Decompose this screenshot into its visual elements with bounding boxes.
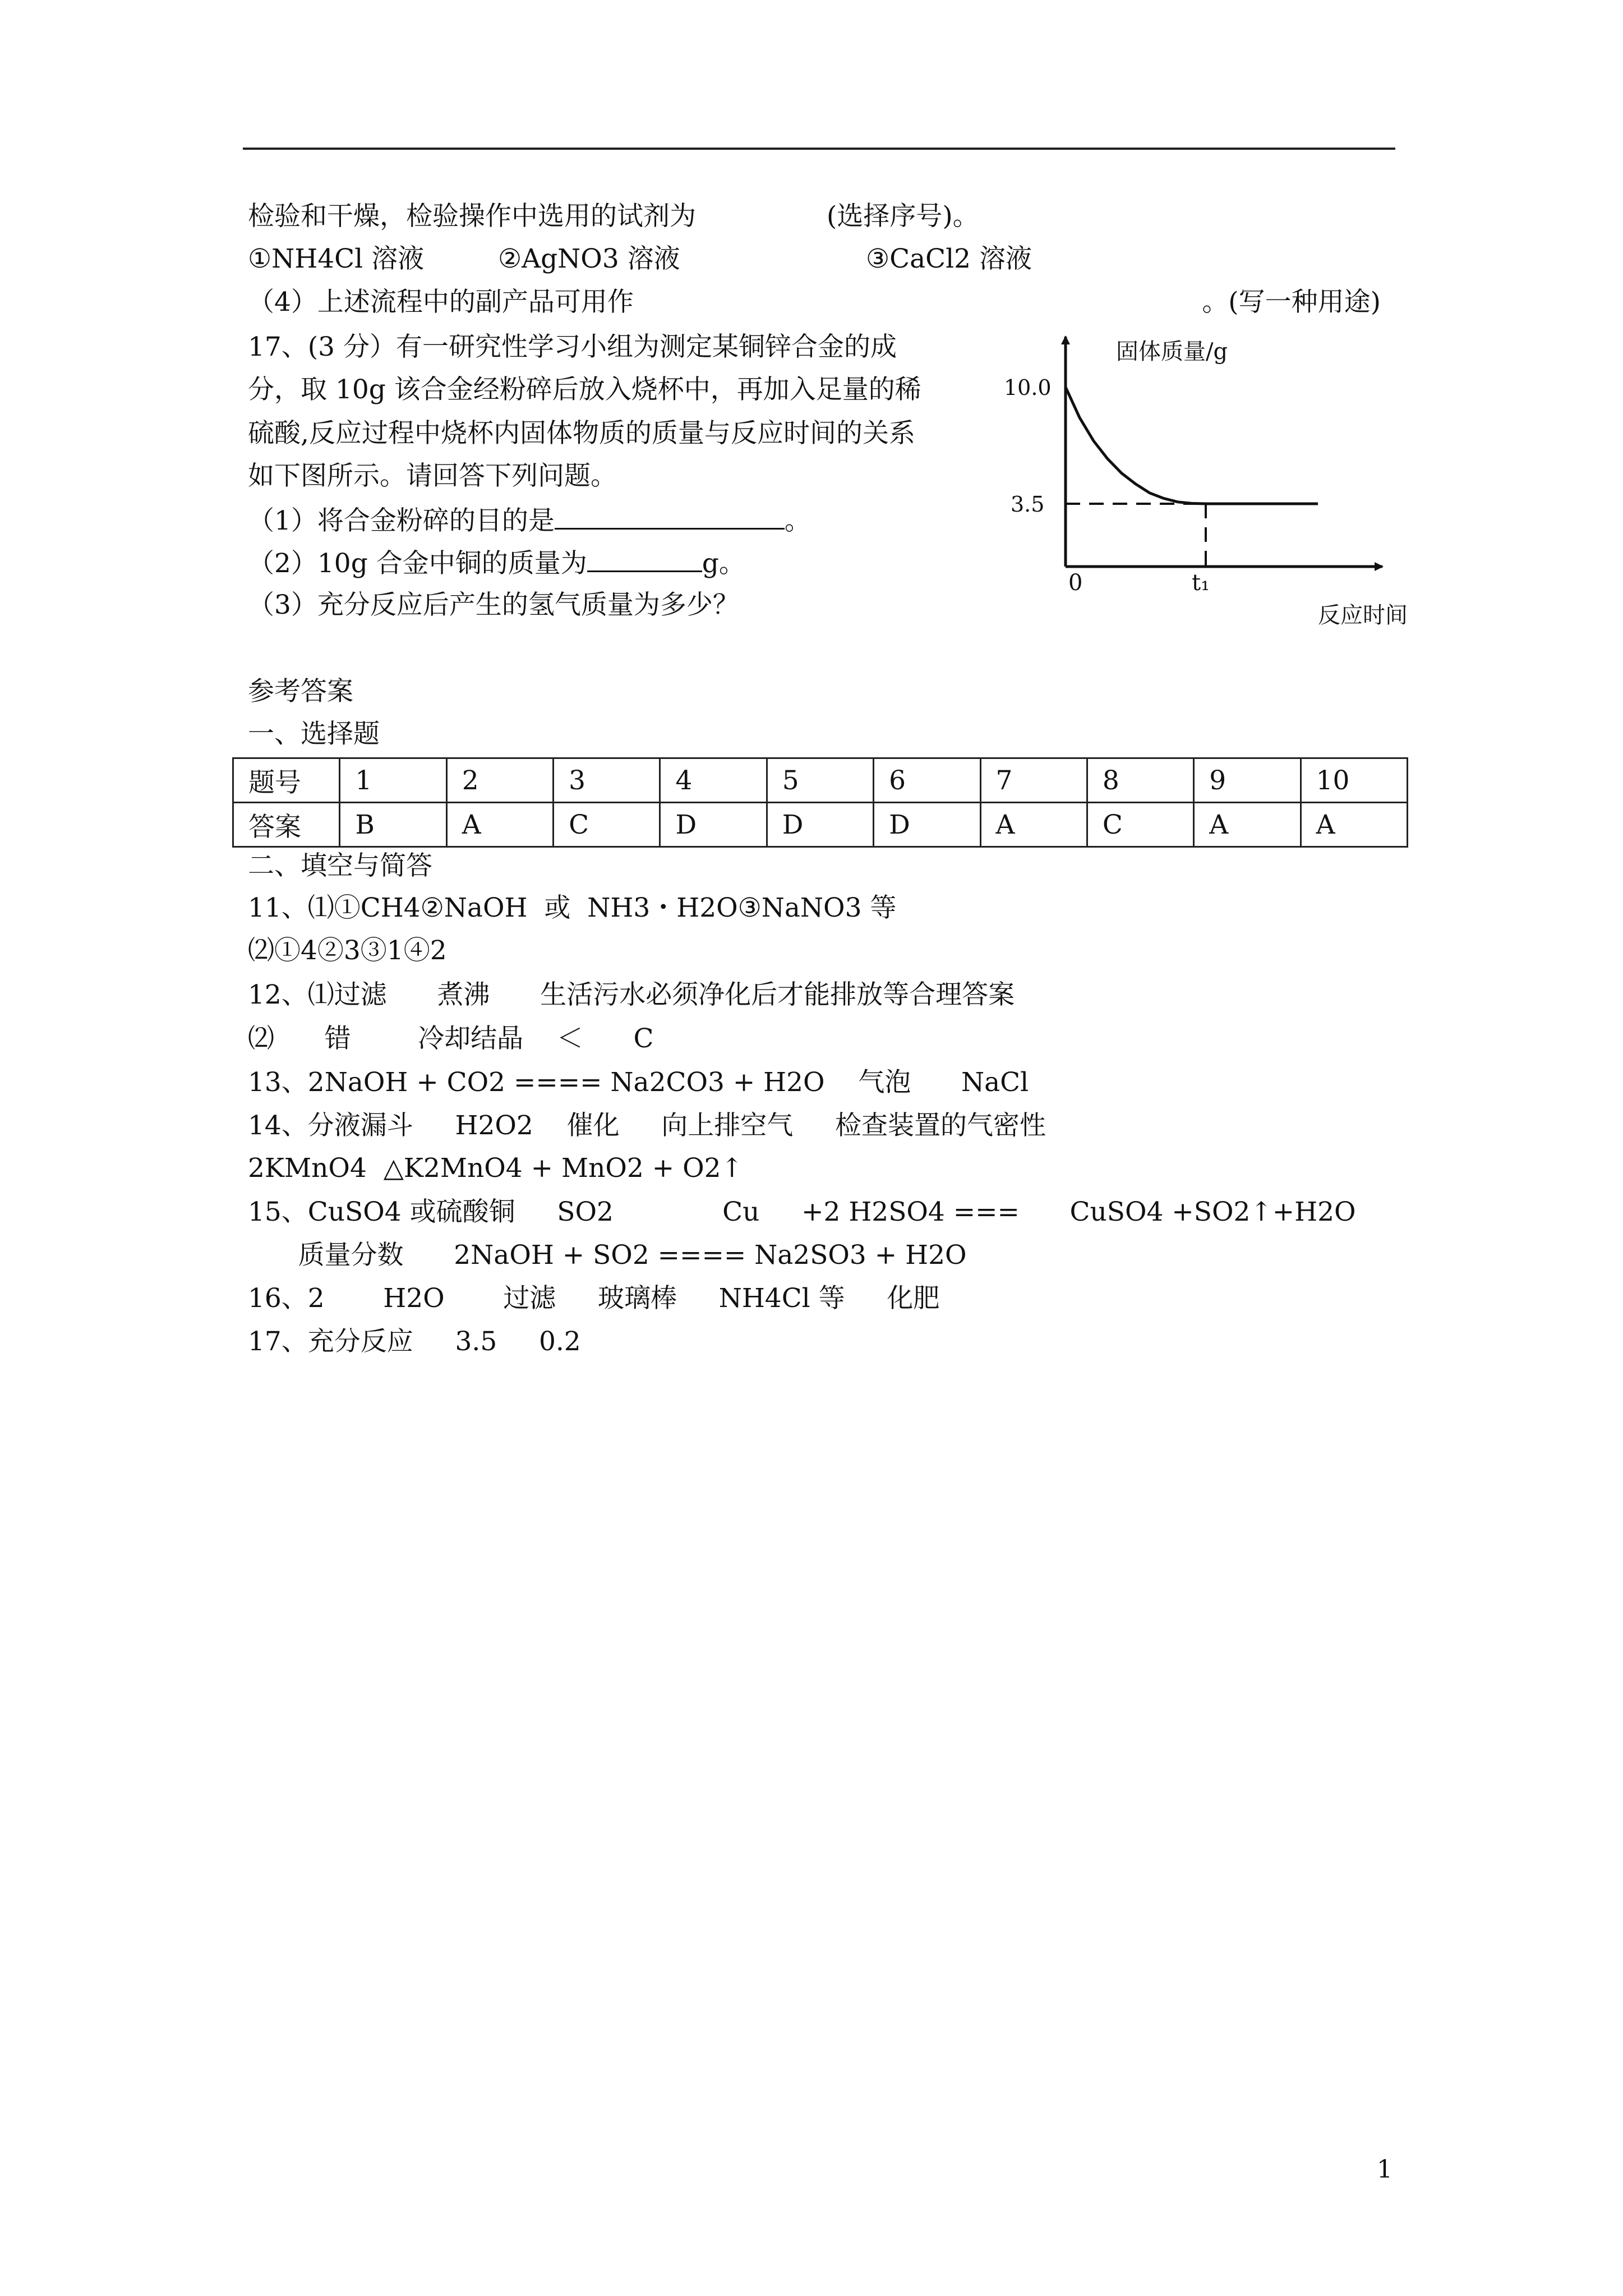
q17-text-2: 分，取 10g 该合金经粉碎后放入烧杯中，再加入足量的稀	[248, 374, 921, 405]
question-number-cell-1: 1	[340, 758, 446, 803]
y-axis-label: 固体质量/g	[1116, 339, 1228, 365]
answer-cell-10: A	[1301, 803, 1407, 847]
q17-sub2: （2）10g 合金中铜的质量为 g。	[248, 546, 745, 581]
question-number-cell-7: 7	[980, 758, 1087, 803]
reference-answer-title: 参考答案	[248, 676, 353, 707]
question-number-cell-6: 6	[874, 758, 980, 803]
table-row-header	[233, 758, 1408, 803]
answer-14-line-2: 2KMnO4 △K2MnO4 + MnO2 + O2↑	[248, 1153, 743, 1184]
answer-cell-1: B	[340, 803, 446, 847]
mass-curve	[1066, 387, 1318, 504]
line-reagent-selection: 检验和干燥，检验操作中选用的试剂为 (选择序号)。	[248, 201, 979, 232]
question-number-cell-3: 3	[554, 758, 660, 803]
answer-cell-9: A	[1194, 803, 1301, 847]
answer-cell-3: C	[554, 803, 660, 847]
answer-15-line-1: 15、CuSO4 或硫酸铜 SO2 Cu +2 H2SO4 === CuSO4 +SO2↑+H2O	[248, 1197, 1356, 1227]
mass-time-chart	[987, 325, 1424, 639]
question-number-cell-2: 2	[446, 758, 553, 803]
question-number-label-cell: 题号	[233, 758, 340, 803]
question-number-cell-4: 4	[660, 758, 767, 803]
x-axis-label: 反应时间	[1318, 602, 1408, 628]
answer-cell-5: D	[767, 803, 873, 847]
answer-blank-1[interactable]	[555, 503, 785, 530]
answer-cell-7: A	[980, 803, 1087, 847]
table-row-answers	[233, 803, 1408, 847]
line-reagent-options: ①NH4Cl 溶液 ②AgNO3 溶液 ③CaCl2 溶液	[248, 243, 1032, 274]
q17-text-4: 如下图所示。请回答下列问题。	[248, 461, 617, 491]
section-fill-blank: 二、填空与简答	[248, 850, 432, 881]
answer-label-cell: 答案	[233, 803, 340, 847]
q17-sub3: （3）充分反应后产生的氢气质量为多少？	[248, 590, 739, 620]
answer-12-line-1: 12、⑴过滤 煮沸 生活污水必须净化后才能排放等合理答案	[248, 979, 1015, 1010]
answer-cell-2: A	[446, 803, 553, 847]
question-number-cell-9: 9	[1194, 758, 1301, 803]
answer-blank-2[interactable]	[587, 546, 702, 572]
question-number-cell-10: 10	[1301, 758, 1407, 803]
answer-11-line-2: ⑵①4②3③1④2	[248, 935, 447, 966]
answer-table	[232, 757, 1408, 848]
answer-16: 16、2 H2O 过滤 玻璃棒 NH4Cl 等 化肥	[248, 1283, 940, 1314]
y-tick-label-3.5: 3.5	[1011, 492, 1045, 517]
question-number-cell-5: 5	[767, 758, 873, 803]
page-number: 1	[1377, 2155, 1393, 2184]
answer-cell-4: D	[660, 803, 767, 847]
q17-text-3: 硫酸,反应过程中烧杯内固体物质的质量与反应时间的关系	[248, 418, 915, 449]
header-rule	[243, 148, 1395, 150]
answer-11-line-1: 11、⑴①CH4②NaOH 或 NH3・H2O③NaNO3 等	[248, 892, 897, 923]
answer-14-line-1: 14、分液漏斗 H2O2 催化 向上排空气 检查装置的气密性	[248, 1110, 1046, 1141]
answer-cell-8: C	[1087, 803, 1193, 847]
answer-cell-6: D	[874, 803, 980, 847]
question-number-cell-8: 8	[1087, 758, 1193, 803]
answer-12-line-2: ⑵ 错 冷却结晶 ＜ C	[248, 1023, 654, 1054]
y-tick-label-10: 10.0	[1004, 375, 1052, 400]
q17-text-1: 17、(3 分）有一研究性学习小组为测定某铜锌合金的成	[248, 332, 897, 362]
line-byproduct-use: （4）上述流程中的副产品可用作 。(写一种用途)	[248, 287, 1381, 318]
answer-13: 13、2NaOH + CO2 ==== Na2CO3 + H2O 气泡 NaCl	[248, 1067, 1029, 1098]
q17-sub1: （1）将合金粉碎的目的是 。	[248, 503, 811, 538]
answer-17: 17、充分反应 3.5 0.2	[248, 1326, 581, 1357]
answer-15-line-2: 质量分数 2NaOH + SO2 ==== Na2SO3 + H2O	[248, 1240, 967, 1271]
x-tick-label-0: 0	[1068, 570, 1083, 596]
section-choice: 一、选择题	[248, 719, 380, 749]
x-tick-label-t1: t₁	[1192, 570, 1210, 596]
